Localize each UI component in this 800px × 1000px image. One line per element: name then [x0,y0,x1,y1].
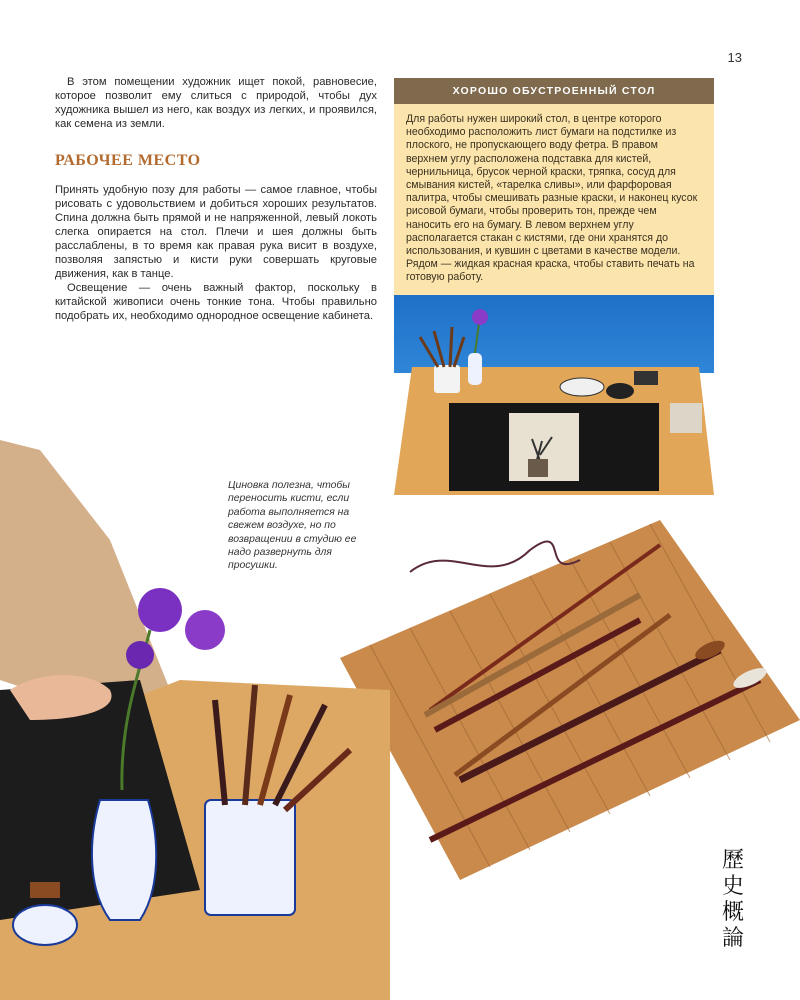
iris-bloom-3 [126,641,154,669]
bamboo-mat-photo [340,520,800,890]
sidebar-title: ХОРОШО ОБУСТРОЕННЫЙ СТОЛ [394,78,714,104]
seal-char-1: 歷 [721,848,744,873]
painting-vase [528,459,548,477]
page-number: 13 [727,50,742,65]
seal-char-3: 概 [721,900,744,925]
flower-vase [468,353,482,385]
sidebar-box [394,78,714,295]
flower-bloom [472,309,488,325]
mat-caption: Циновка полезна, чтобы переносить кисти, если работа выполняется на свежем воздухе, но по возвращении в студию ее надо развернуть для просушки. [228,480,357,572]
iris-bloom-2 [185,610,225,650]
body-paragraph-2: Освещение — очень важный фактор, поскольку в китайской живописи очень тонкие тона. Чтобы правильно подобрать их, необходимо однородное освещение кабинета. [55,282,377,322]
seal-ink-box [13,905,77,945]
iris-bloom-1 [138,588,182,632]
desk-photo [394,295,714,495]
porcelain-vase [92,800,156,920]
section-body [55,183,377,323]
brush-holder-cup [434,365,460,393]
seal-char-4: 論 [721,926,744,951]
intro-paragraph: В этом помещении художник ищет покой, равновесие, которое позволит ему слиться с природой, чтобы дух художника вышел из него, как воздух из легких, и проявился, как семена из земли. [55,76,377,130]
rice-paper-test [670,403,702,433]
ink-box [634,371,658,385]
seal-char-2: 史 [721,874,744,899]
body-paragraph-1: Принять удобную позу для работы — самое главное, чтобы рисовать с удовольствием и добиться хороших результатов. Спина должна быть прямой и не напряженной, левый локоть слегка опирается на стол. Плечи и шея должны быть расслаблены, в то время как правая рука висит в воздухе, позволяя запястью и кисти руки совершать круговые движения, как в танце. [55,184,377,280]
section-heading: РАБОЧЕЕ МЕСТО [55,152,201,169]
porcelain-palette [560,378,604,396]
ink-stone [606,383,634,399]
porcelain-brush-pot [205,800,295,915]
sidebar-text: Для работы нужен широкий стол, в центре которого необходимо расположить лист бумаги на подстилке из плоского, не пропускающего воду фетра. В правом верхнем углу расположена подставка для кистей, чернильница, брусок черной краски, тряпка, сосуд для смывания кистей, «тарелка сливы», или фарфоровая палитра, чтобы смешивать разные краски, и наконец кусок рисовой бумаги, чтобы проверить тон, прежде чем наносить его на бумагу. В левом верхнем углу располагается стакан с кистями, где они хранятся до использования, и кувшин с цветами в качестве модели. Рядом — жидкая красная краска, чтобы ставить печать на готовую работу. [406,113,698,284]
seal-block [30,882,60,898]
calligraphy-seal [716,848,750,952]
bamboo-mat [340,520,800,880]
